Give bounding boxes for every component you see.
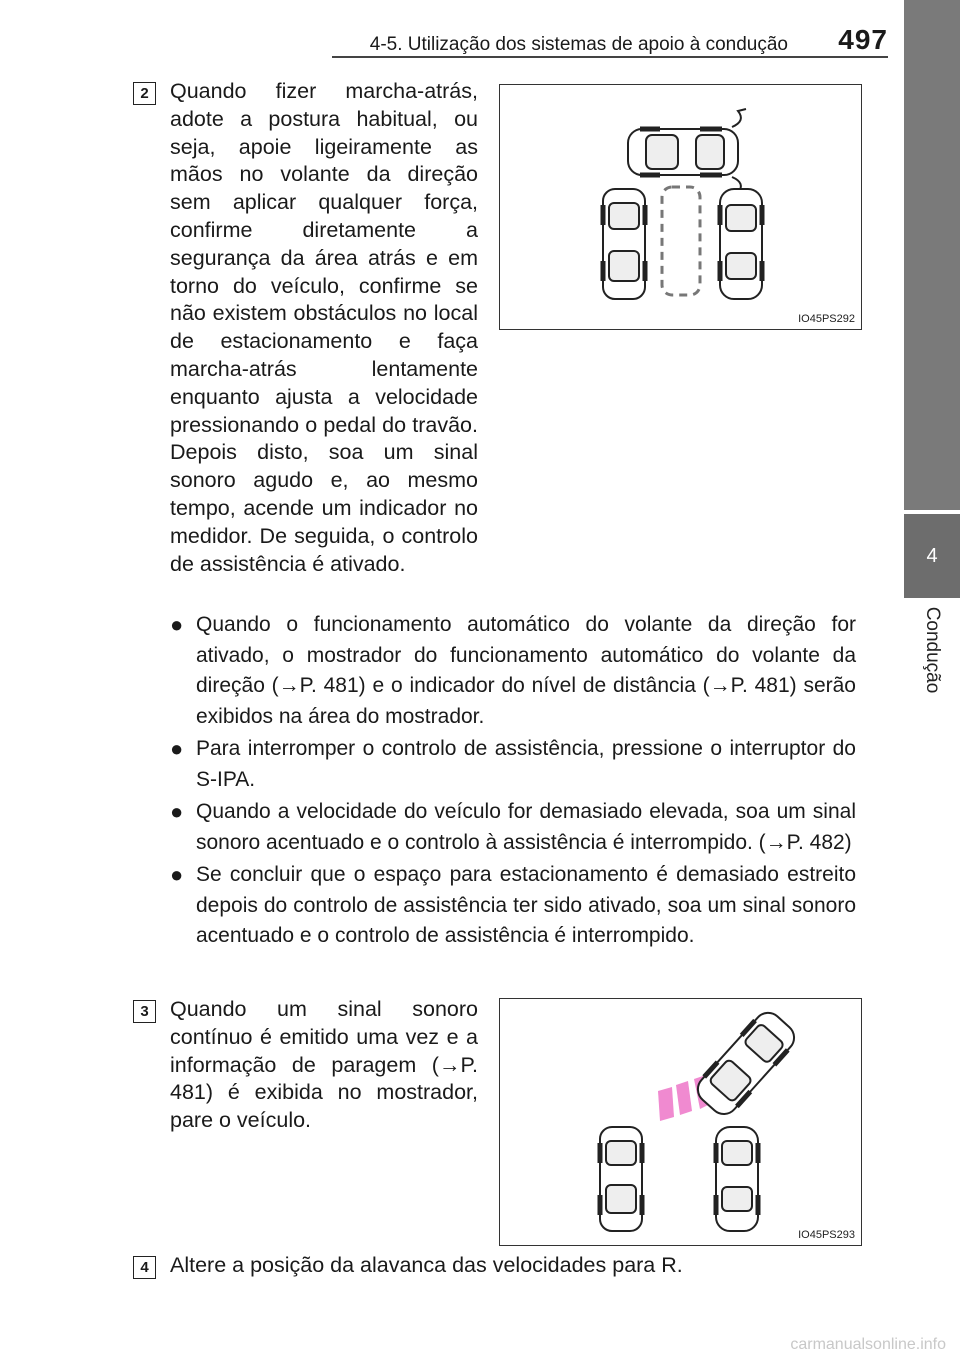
section-title: 4-5. Utilização dos sistemas de apoio à condução: [369, 34, 788, 55]
step-3-text: Quando um sinal sonoro contínuo é emitido uma vez e a informação de paragem (→P. 481) é exibida no mostrador, pare o veículo.: [170, 997, 478, 1133]
notes-list: [170, 610, 856, 954]
chapter-tab[interactable]: [904, 514, 960, 598]
watermark: carmanualsonline.info: [790, 1336, 946, 1353]
bullet-icon: ●: [170, 736, 184, 761]
figure-code: IO45PS293: [798, 1229, 855, 1241]
car-angled-icon: [692, 1007, 800, 1120]
figure-code: IO45PS292: [798, 313, 855, 325]
parked-car-right-icon: [716, 1127, 758, 1231]
parking-space-outline: [662, 187, 700, 295]
chapter-number: 4: [926, 544, 938, 567]
side-tab-bar: [904, 0, 960, 510]
figure-parking-stop: [499, 998, 862, 1246]
parked-car-left-icon: [603, 189, 645, 299]
step-number-3: 3: [133, 1000, 156, 1023]
step-number-2: 2: [133, 82, 156, 105]
page-number: 497: [838, 24, 888, 55]
page-header: [0, 22, 900, 58]
bullet-icon: ●: [170, 612, 184, 637]
parking-diagram-2: [500, 999, 861, 1245]
chapter-label: Condução: [922, 606, 943, 694]
step-4-text: Altere a posição da alavanca das velocidades para R.: [170, 1253, 683, 1277]
list-item: ● Se concluir que o espaço para estacionamento é demasiado estreito depois do controlo de assistência ter sido ativado, soa um sinal sonoro acentuado e o controlo de assistência é interrompido.: [170, 862, 856, 947]
step-2-text: Quando fizer marcha-atrás, adote a postura habitual, ou seja, apoie ligeiramente as mãos no volante da direção sem aplicar qualquer força, confirme diretamente a segurança da área atrás e em torno do veículo, confirme se não existem obstáculos no local de estacionamento e faça marcha-atrás lentamente enquanto ajusta a velocidade pressionando o pedal do travão. Depois disto, soa um sinal sonoro agudo e, ao mesmo tempo, acende um indicador no medidor. De seguida, o controlo de assistência é ativado.: [170, 79, 478, 576]
figure-parking-reverse: [499, 84, 862, 330]
list-item: ● Quando a velocidade do veículo for demasiado elevada, soa um sinal sonoro acentuado e o controlo à assistência é interrompido. (→P. 482): [170, 799, 856, 854]
parking-diagram-1: [500, 85, 861, 329]
bullet-icon: ●: [170, 862, 184, 887]
header-divider: [332, 56, 888, 58]
car-reversing-icon: [628, 109, 746, 195]
step-number-4: 4: [133, 1256, 156, 1279]
list-item: ● Para interromper o controlo de assistência, pressione o interruptor do S-IPA.: [170, 736, 856, 791]
bullet-icon: ●: [170, 799, 184, 824]
parked-car-left-icon: [600, 1127, 642, 1231]
list-item: ● Quando o funcionamento automático do volante da direção for ativado, o mostrador do funcionamento automático do volante da direção (→P. 481) e o indicador do nível de distância (→P. 481) serão exibidos na área do mostrador.: [170, 612, 856, 728]
parked-car-right-icon: [720, 189, 762, 299]
